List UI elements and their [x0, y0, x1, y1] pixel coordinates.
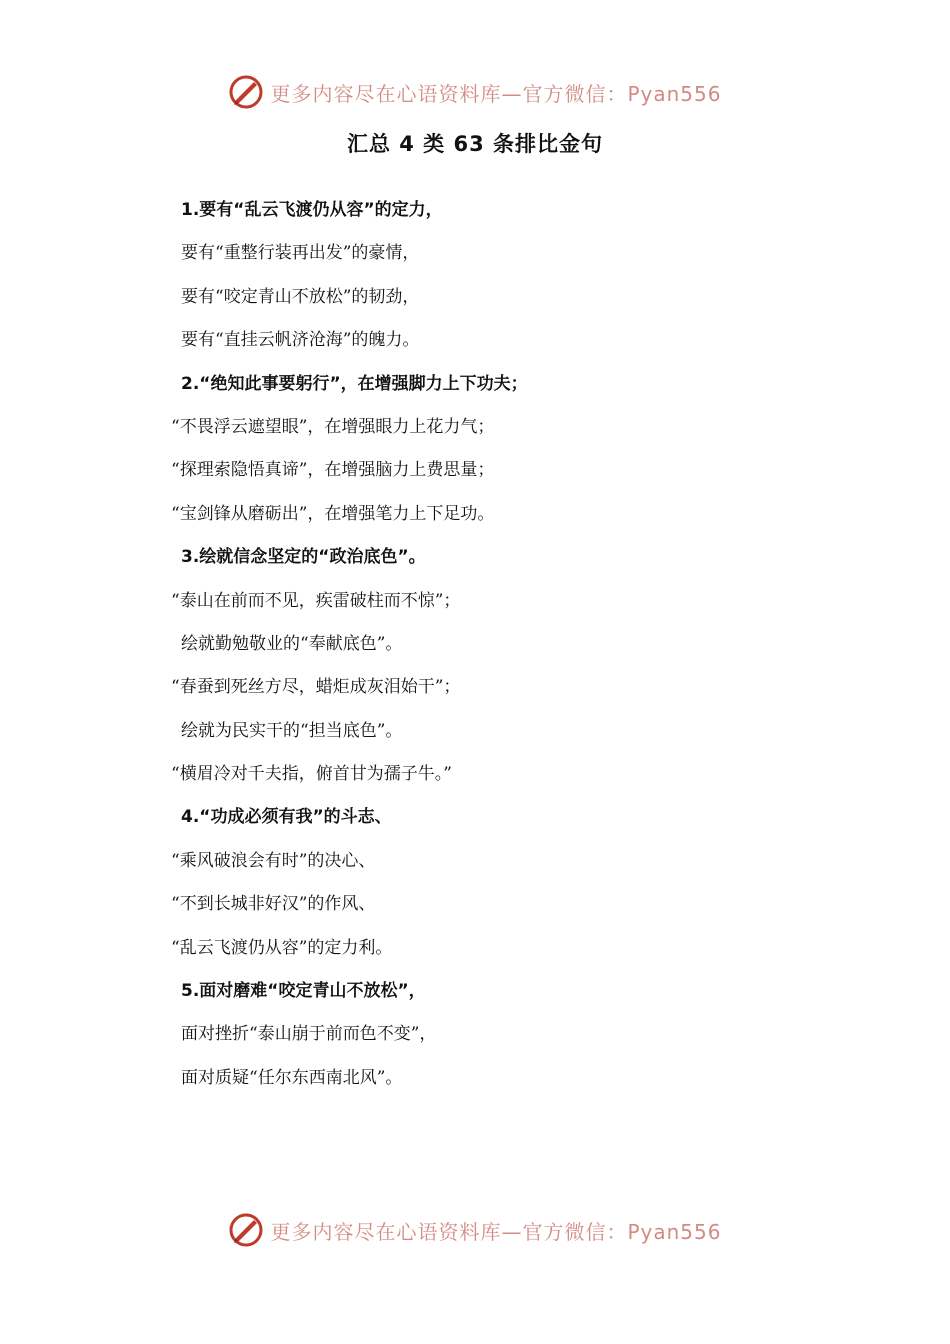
text-line: “不到长城非好汉”的作风、: [171, 894, 376, 915]
text-line: “春蚕到死丝方尽，蜡炬成灰泪始干”；: [171, 677, 461, 698]
pen-in-circle-logo-icon: [228, 1212, 264, 1248]
text-line: 面对质疑“任尔东西南北风”。: [181, 1067, 403, 1088]
section-heading: 5.面对磨难“咬定青山不放松”，: [181, 981, 426, 1002]
text-line: “乘风破浪会有时”的决心、: [171, 850, 376, 871]
footer-banner: [0, 1210, 950, 1250]
text-line: 要有“直挂云帆济沧海”的魄力。: [181, 330, 420, 351]
text-line: 面对挫折“泰山崩于前而色不变”，: [181, 1024, 437, 1045]
text-line: 要有“咬定青山不放松”的韧劲，: [181, 286, 420, 307]
page-title: 汇总 4 类 63 条排比金句: [346, 132, 604, 156]
section-heading: 1.要有“乱云飞渡仍从容”的定力，: [181, 200, 443, 220]
section-heading: 3.绘就信念坚定的“政治底色”。: [181, 547, 426, 568]
text-line: “宝剑锋从磨砺出”，在增强笔力上下足功。: [171, 503, 495, 524]
banner-text: 更多内容尽在心语资料库—官方微信：Pyan556: [270, 81, 722, 106]
text-line: 要有“重整行装再出发”的豪情，: [181, 243, 420, 264]
section-heading: 2.“绝知此事要躬行”，在增强脚力上下功夫；: [181, 373, 528, 394]
text-line: “探理索隐悟真谛”，在增强脑力上费思量；: [171, 460, 495, 481]
pen-in-circle-logo-icon: [228, 74, 264, 110]
text-line: “乱云飞渡仍从容”的定力利。: [171, 937, 393, 958]
text-line: “泰山在前而不见，疾雷破柱而不惊”；: [171, 590, 461, 611]
text-line: “横眉冷对千夫指，俯首甘为孺子牛。”: [171, 764, 452, 785]
section-heading: 4.“功成必须有我”的斗志、: [181, 807, 392, 828]
text-line: “不畏浮云遮望眼”，在增强眼力上花力气；: [171, 416, 495, 437]
banner-text: 更多内容尽在心语资料库—官方微信：Pyan556: [270, 1219, 722, 1244]
document-body: [171, 193, 781, 1104]
text-line: 绘就勤勉敬业的“奉献底色”。: [181, 633, 403, 654]
text-line: 绘就为民实干的“担当底色”。: [181, 720, 403, 741]
header-banner: [0, 72, 950, 112]
